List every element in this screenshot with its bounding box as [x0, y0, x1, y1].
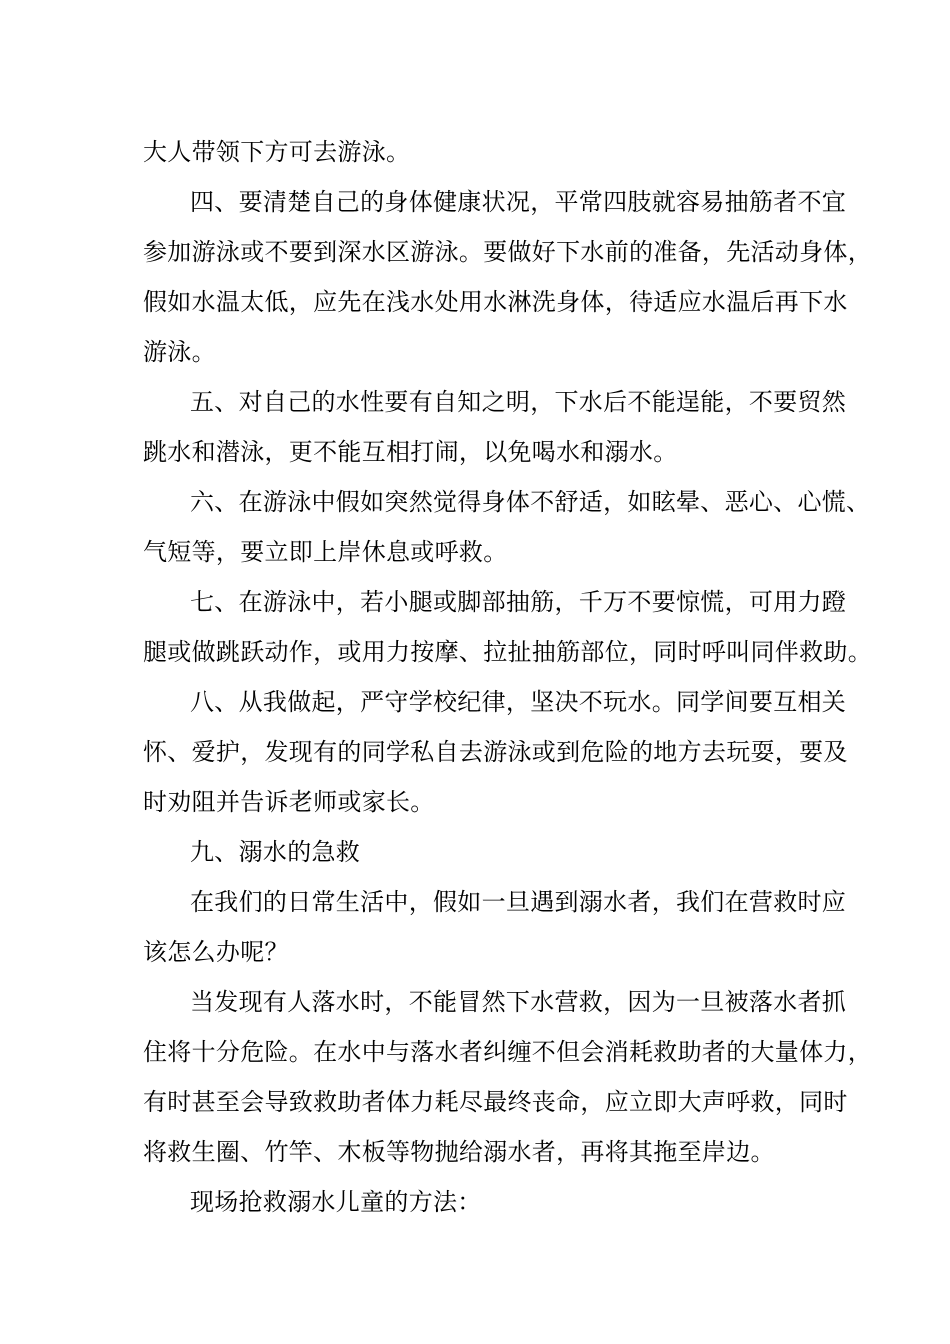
- text-line: 六、在游泳中假如突然觉得身体不舒适，如眩晕、恶心、心慌、: [190, 488, 871, 516]
- text-line: 七、在游泳中，若小腿或脚部抽筋，千万不要惊慌，可用力蹬: [190, 588, 847, 616]
- text-line: 将救生圈、竹竿、木板等物抛给溺水者，再将其拖至岸边。: [143, 1138, 775, 1166]
- text-line: 四、要清楚自己的身体健康状况，平常四肢就容易抽筋者不宜: [190, 188, 847, 216]
- text-line: 参加游泳或不要到深水区游泳。要做好下水前的准备，先活动身体，: [143, 238, 872, 266]
- text-line: 该怎么办呢？: [143, 938, 289, 966]
- text-line: 现场抢救溺水儿童的方法：: [190, 1188, 482, 1216]
- text-line: 五、对自己的水性要有自知之明，下水后不能逞能，不要贸然: [190, 388, 847, 416]
- text-line: 住将十分危险。在水中与落水者纠缠不但会消耗救助者的大量体力，: [143, 1038, 872, 1066]
- section-heading: 九、溺水的急救: [190, 838, 361, 866]
- text-line: 假如水温太低，应先在浅水处用水淋洗身体，待适应水温后再下水: [143, 288, 848, 316]
- text-line: 在我们的日常生活中，假如一旦遇到溺水者，我们在营救时应: [190, 888, 847, 916]
- text-line: 怀、爱护，发现有的同学私自去游泳或到危险的地方去玩耍，要及: [143, 738, 848, 766]
- text-line: 八、从我做起，严守学校纪律，坚决不玩水。同学间要互相关: [190, 688, 847, 716]
- text-line: 有时甚至会导致救助者体力耗尽最终丧命，应立即大声呼救，同时: [143, 1088, 848, 1116]
- text-line: 当发现有人落水时，不能冒然下水营救，因为一旦被落水者抓: [190, 988, 847, 1016]
- text-line: 腿或做跳跃动作，或用力按摩、拉扯抽筋部位，同时呼叫同伴救助。: [143, 638, 872, 666]
- text-line: 气短等，要立即上岸休息或呼救。: [143, 538, 508, 566]
- text-line: 游泳。: [143, 338, 216, 366]
- text-line: 大人带领下方可去游泳。: [143, 138, 411, 166]
- text-line: 时劝阻并告诉老师或家长。: [143, 788, 435, 816]
- text-line: 跳水和潜泳，更不能互相打闹，以免喝水和溺水。: [143, 438, 678, 466]
